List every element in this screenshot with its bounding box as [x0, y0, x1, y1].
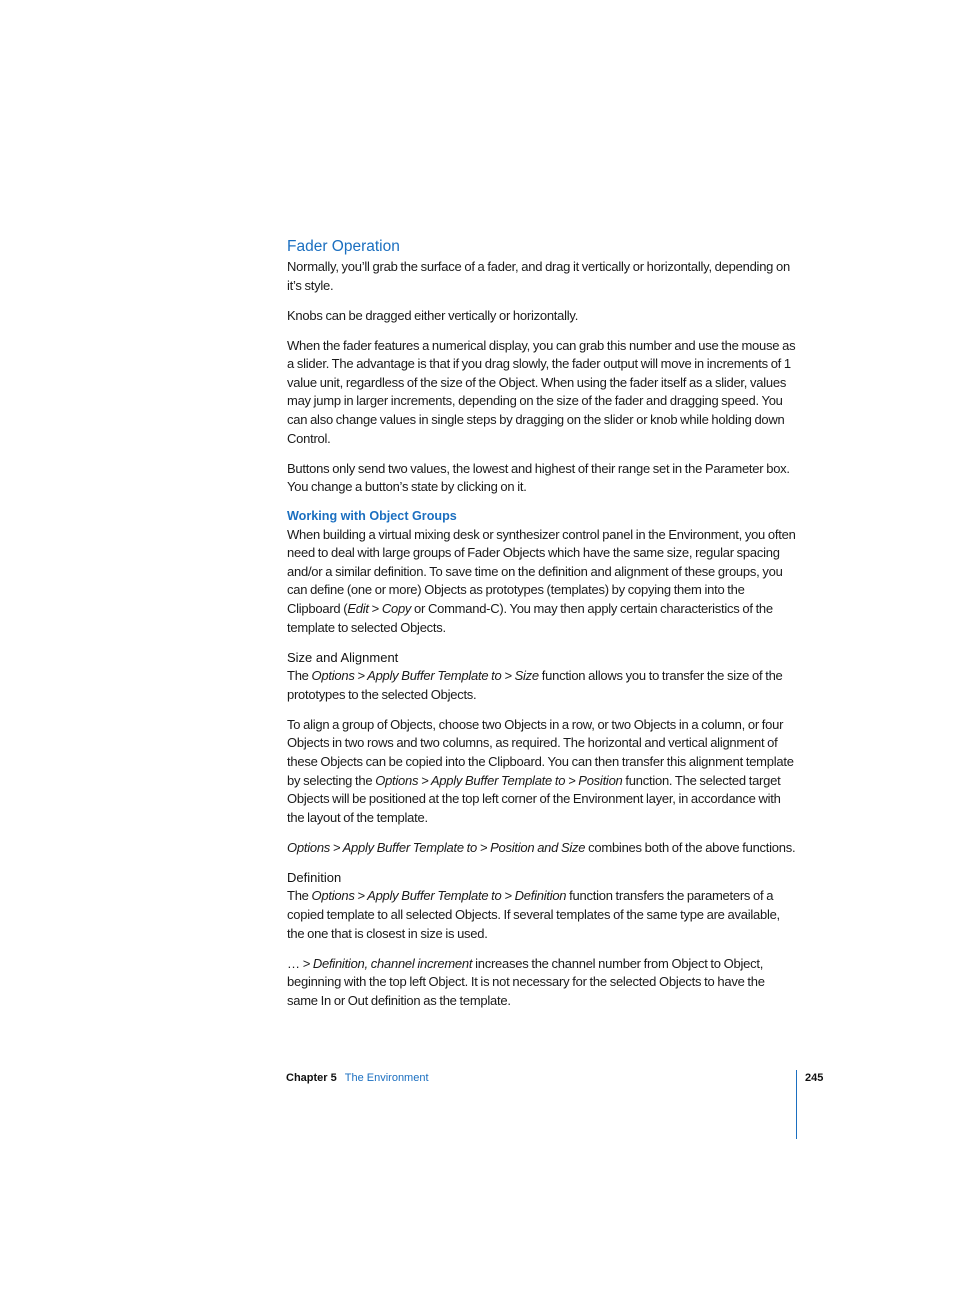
chapter-label: Chapter 5 — [286, 1072, 337, 1084]
paragraph-numerical-display: When the fader features a numerical display, you can grab this number and use the mouse as a slider. The advantage is that if you drag slowly, the fader output will move in increments of 1 value unit, regardless of the size of the Object. When using the fader itself as a slider, values may jump in larger increments, depending on the size of the fader and dragging speed. You can also change values in single steps by dragging on the slider or knob while holding down Control. — [287, 337, 796, 446]
paragraph-object-groups: When building a virtual mixing desk or synthesizer control panel in the Environment, you often need to deal with large groups of Fader Objects which have the same size, regular spacing and/or a similar definition. To save time on the definition and alignment of these groups, you can define (one or more) Objects as prototypes (templates) by copying them into the Clipboard (Edit > Copy or Command-C). You may then apply certain characteristics of the template to selected Objects. — [287, 526, 796, 635]
paragraph-knobs: Knobs can be dragged either vertically or horizontally. — [287, 307, 579, 323]
page-number: 245 — [805, 1072, 824, 1084]
subsection-heading: Working with Object Groups — [287, 508, 457, 523]
paragraph-definition: The Options > Apply Buffer Template to > Definition function transfers the parameters of a copied template to all selected Objects. If several templates of the same type are available, the one that is closest in size is used. — [287, 888, 780, 941]
paragraph-fader-grab: Normally, you’ll grab the surface of a fader, and drag it vertically or horizontally, depending on it’s style. — [287, 259, 790, 293]
paragraph-buttons: Buttons only send two values, the lowest and highest of their range set in the Parameter box. You change a button’s state by clicking on it. — [287, 460, 790, 495]
size-alignment-heading: Size and Alignment — [287, 649, 399, 665]
paragraph-align: To align a group of Objects, choose two Objects in a row, or two Objects in a column, or four Objects in two rows and two columns, as required. The horizontal and vertical alignment of these Objects can be copied into the Clipboard. You can then transfer this alignment template by selecting the Options > Apply Buffer Template to > Position function. The selected target Objects will be positioned at the top left corner of the Environment layer, in accordance with the layout of the template. — [287, 716, 794, 825]
chapter-title: The Environment — [344, 1072, 429, 1084]
paragraph-size: The Options > Apply Buffer Template to > Size function allows you to transfer the size of the prototypes to the selected Objects. — [287, 668, 783, 702]
section-heading: Fader Operation — [287, 238, 400, 255]
definition-heading: Definition — [287, 869, 342, 885]
paragraph-position-size: Options > Apply Buffer Template to > Position and Size combines both of the above functions. — [287, 839, 796, 855]
page-content — [287, 236, 797, 1010]
footer-divider — [796, 1070, 797, 1139]
page-footer — [286, 1070, 429, 1086]
paragraph-channel-increment: … > Definition, channel increment increases the channel number from Object to Object, beginning with the top left Object. It is not necessary for the selected Objects to have the same In or Out definition as the template. — [287, 955, 765, 1008]
